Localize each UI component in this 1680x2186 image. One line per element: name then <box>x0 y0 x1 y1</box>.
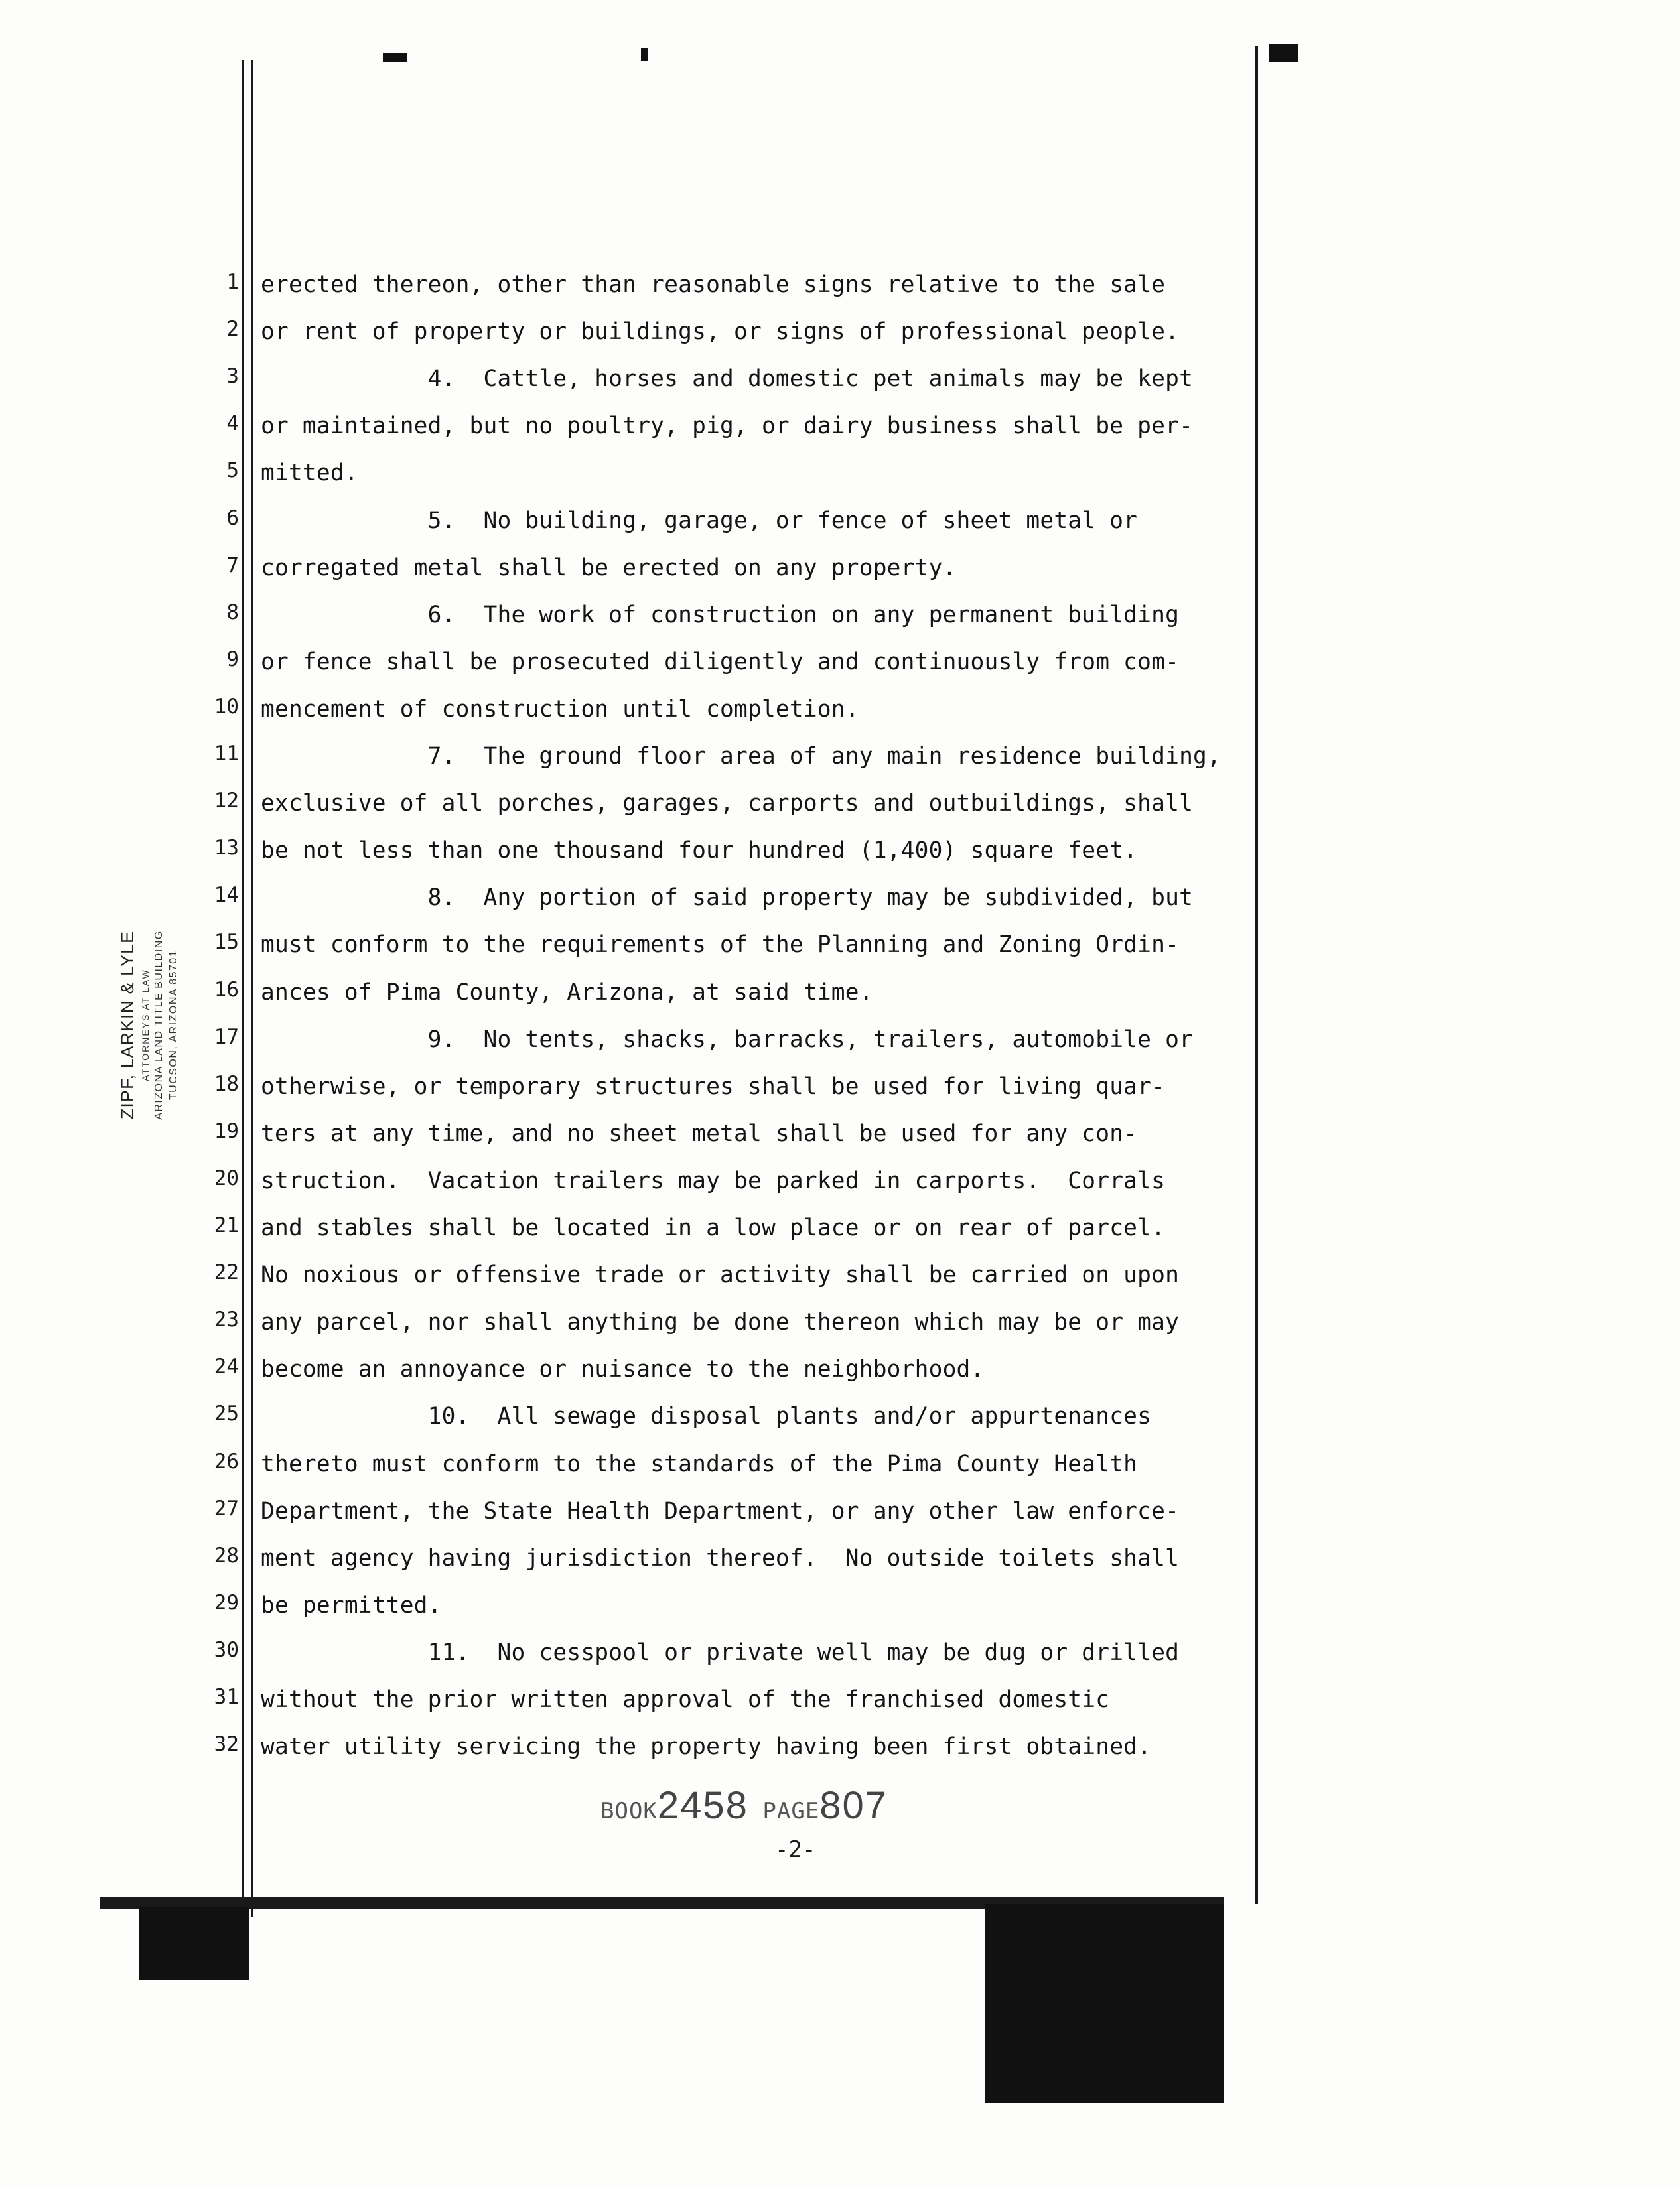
scan-mark-top-center <box>641 48 648 61</box>
line-number: 26 <box>214 1449 239 1473</box>
page-number: -2- <box>775 1836 816 1863</box>
text-line: or fence shall be prosecuted diligently and continuously from com- <box>261 648 1180 675</box>
firm-building: ARIZONA LAND TITLE BUILDING <box>153 930 165 1120</box>
text-line: No noxious or offensive trade or activity shall be carried on upon <box>261 1262 1180 1289</box>
left-margin-rule-inner <box>251 60 253 1917</box>
text-line: ances of Pima County, Arizona, at said time. <box>261 979 873 1006</box>
text-line: 6. The work of construction on any permanent building <box>261 601 1180 628</box>
text-line: mitted. <box>261 460 358 487</box>
line-number: 3 <box>226 364 239 389</box>
line-number: 28 <box>214 1543 239 1568</box>
firm-city: TUCSON, ARIZONA 85701 <box>168 949 179 1101</box>
text-line: be not less than one thousand four hundred (1,400) square feet. <box>261 837 1138 864</box>
text-line: 4. Cattle, horses and domestic pet animals may be kept <box>261 366 1194 393</box>
line-number: 9 <box>226 647 239 671</box>
recording-stamp <box>600 1783 888 1828</box>
page-number-stamp: 807 <box>819 1784 888 1827</box>
right-margin-rule <box>1255 46 1258 1904</box>
book-label: BOOK <box>600 1798 658 1824</box>
line-number: 19 <box>214 1119 239 1143</box>
text-line: ment agency having jurisdiction thereof. No outside toilets shall <box>261 1544 1180 1572</box>
line-number: 24 <box>214 1355 239 1379</box>
line-number: 22 <box>214 1261 239 1285</box>
scan-mark-top-left <box>383 53 407 62</box>
text-line: or maintained, but no poultry, pig, or dairy business shall be per- <box>261 413 1194 440</box>
line-number: 16 <box>214 977 239 1002</box>
text-line: exclusive of all porches, garages, carports and outbuildings, shall <box>261 790 1194 817</box>
firm-role: ATTORNEYS AT LAW <box>140 969 151 1081</box>
scan-mark-top-right <box>1269 44 1298 62</box>
line-number: 10 <box>214 694 239 718</box>
text-line: otherwise, or temporary structures shall be used for living quar- <box>261 1073 1166 1100</box>
bottom-left-block <box>139 1907 249 1980</box>
line-number: 20 <box>214 1166 239 1190</box>
text-line: corregated metal shall be erected on any property. <box>261 554 957 581</box>
line-number: 25 <box>214 1402 239 1426</box>
text-line: 9. No tents, shacks, barracks, trailers, automobile or <box>261 1026 1194 1053</box>
line-number: 27 <box>214 1496 239 1521</box>
line-number: 5 <box>226 458 239 483</box>
line-number: 15 <box>214 930 239 955</box>
line-number: 7 <box>226 553 239 577</box>
line-number: 13 <box>214 836 239 860</box>
line-number: 6 <box>226 506 239 530</box>
text-line: be permitted. <box>261 1592 442 1619</box>
line-number: 23 <box>214 1308 239 1332</box>
text-line: must conform to the requirements of the Planning and Zoning Ordin- <box>261 931 1180 959</box>
text-line: and stables shall be located in a low place or on rear of parcel. <box>261 1215 1166 1241</box>
line-number: 17 <box>214 1024 239 1049</box>
text-line: Department, the State Health Department, or any other law enforce- <box>261 1497 1180 1525</box>
line-number: 12 <box>214 789 239 813</box>
line-number: 1 <box>226 270 239 294</box>
text-line: erected thereon, other than reasonable signs relative to the sale <box>261 271 1166 298</box>
text-line: 8. Any portion of said property may be subdivided, but <box>261 884 1194 912</box>
line-number: 14 <box>214 883 239 908</box>
line-number: 4 <box>226 411 239 436</box>
text-line: or rent of property or buildings, or signs of professional people. <box>261 318 1180 346</box>
text-line: thereto must conform to the standards of the Pima County Health <box>261 1450 1138 1477</box>
line-number: 31 <box>214 1685 239 1709</box>
text-line: any parcel, nor shall anything be done thereon which may be or may <box>261 1309 1180 1336</box>
bottom-right-block <box>985 1904 1224 2103</box>
text-line: 11. No cesspool or private well may be dug or drilled <box>261 1639 1180 1666</box>
line-number: 11 <box>214 742 239 766</box>
line-number: 29 <box>214 1590 239 1615</box>
line-number: 18 <box>214 1071 239 1096</box>
line-number: 2 <box>226 317 239 342</box>
text-line: 10. All sewage disposal plants and/or appurtenances <box>261 1403 1152 1430</box>
text-line: 7. The ground floor area of any main residence building, <box>261 743 1221 770</box>
firm-name: ZIPF, LARKIN & LYLE <box>117 930 137 1120</box>
text-line: 5. No building, garage, or fence of sheet metal or <box>261 507 1138 534</box>
line-number: 8 <box>226 600 239 624</box>
line-number: 32 <box>214 1732 239 1757</box>
book-number: 2458 <box>657 1784 748 1827</box>
text-line: become an annoyance or nuisance to the neighborhood. <box>261 1356 985 1383</box>
text-line: struction. Vacation trailers may be parked in carports. Corrals <box>261 1167 1166 1194</box>
text-line: ters at any time, and no sheet metal shall be used for any con- <box>261 1120 1138 1147</box>
line-number: 21 <box>214 1213 239 1237</box>
text-line: without the prior written approval of the franchised domestic <box>261 1686 1110 1713</box>
line-number: 30 <box>214 1637 239 1662</box>
text-line: mencement of construction until completion. <box>261 695 859 722</box>
page-label: PAGE <box>762 1798 820 1824</box>
left-margin-rule-outer <box>242 60 244 1917</box>
text-line: water utility servicing the property having been first obtained. <box>261 1734 1152 1761</box>
